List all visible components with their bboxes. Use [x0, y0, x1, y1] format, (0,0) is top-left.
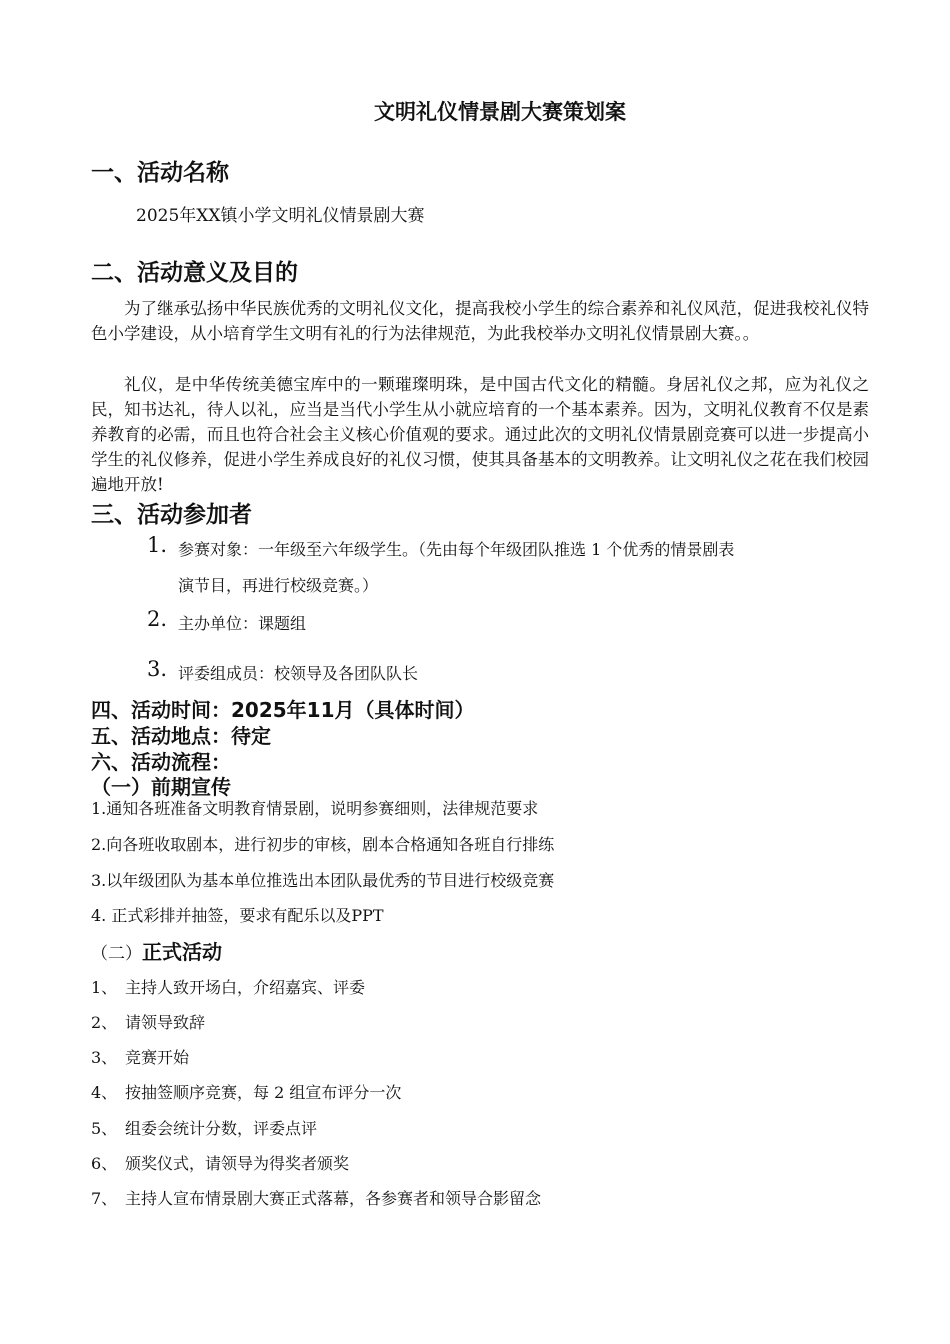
- publicity-step: 4. 正式彩排并抽签，要求有配乐以及PPT: [91, 906, 384, 925]
- formal-step-number: 6、: [91, 1154, 118, 1173]
- purpose-paragraph-2: 礼仪，是中华传统美德宝库中的一颗璀璨明珠，是中国古代文化的精髓。身居礼仪之邦，应为礼仪之民，知书达礼，待人以礼，应当是当代小学生从小就应培育的一个基本素养。因为，文明礼仪教育不仅是素养教育的必需，而且也符合社会主义核心价值观的要求。通过此次的文明礼仪情景剧竞赛可以进一步提高小学生的礼仪修养，促进小学生养成良好的礼仪习惯，使其具备基本的文明教养。让文明礼仪之花在我们校园遍地开放!: [91, 375, 869, 494]
- activity-name-text: 2025年XX镇小学文明礼仪情景剧大赛: [136, 206, 425, 226]
- participant-item-text: 参赛对象：一年级至六年级学生。（先由每个年级团队推选 1 个优秀的情景剧表: [178, 540, 735, 559]
- formal-step-number: 1、: [91, 978, 118, 997]
- subsection-heading-text: 正式活动: [142, 940, 222, 964]
- section-heading-process: 六、活动流程：: [91, 750, 231, 774]
- formal-step-number: 3、: [91, 1048, 118, 1067]
- subsection-heading-publicity: （一）前期宣传: [91, 775, 231, 799]
- formal-step-number: 5、: [91, 1119, 118, 1138]
- formal-step-text: 竞赛开始: [125, 1048, 190, 1067]
- participant-item-text: 主办单位：课题组: [178, 614, 307, 633]
- participant-item-text: 评委组成员：校领导及各团队队长: [178, 664, 419, 683]
- formal-step-text: 主持人致开场白，介绍嘉宾、评委: [125, 978, 366, 997]
- subsection-heading-formal: [91, 936, 222, 965]
- participant-item-number: 3.: [147, 657, 168, 681]
- publicity-step: 1.通知各班准备文明教育情景剧，说明参赛细则，法律规范要求: [91, 799, 539, 818]
- section-heading-location: 五、活动地点：待定: [91, 724, 271, 748]
- formal-step-number: 2、: [91, 1013, 118, 1032]
- participant-item-number: 2.: [147, 607, 168, 631]
- section-heading-time: 四、活动时间：2025年11月（具体时间）: [91, 698, 475, 722]
- formal-step-number: 7、: [91, 1189, 118, 1208]
- formal-step-text: 按抽签顺序竞赛，每 2 组宣布评分一次: [125, 1083, 402, 1102]
- formal-step-text: 颁奖仪式，请领导为得奖者颁奖: [125, 1154, 350, 1173]
- publicity-step: 3.以年级团队为基本单位推选出本团队最优秀的节目进行校级竞赛: [91, 871, 555, 890]
- subsection-heading-paren: （二）: [91, 944, 142, 964]
- formal-step-text: 请领导致辞: [125, 1013, 206, 1032]
- formal-step-text: 主持人宣布情景剧大赛正式落幕，各参赛者和领导合影留念: [125, 1189, 542, 1208]
- section-heading-purpose: 二、活动意义及目的: [91, 260, 298, 286]
- publicity-step: 2.向各班收取剧本，进行初步的审核，剧本合格通知各班自行排练: [91, 835, 555, 854]
- purpose-paragraph-1: 为了继承弘扬中华民族优秀的文明礼仪文化，提高我校小学生的综合素养和礼仪风范，促进我校礼仪特色小学建设，从小培育学生文明有礼的行为法律规范，为此我校举办文明礼仪情景剧大赛。。: [91, 299, 869, 343]
- section-heading-participants: 三、活动参加者: [91, 502, 252, 528]
- formal-step-text: 组委会统计分数，评委点评: [125, 1119, 318, 1138]
- section-heading-activity-name: 一、活动名称: [91, 160, 229, 186]
- participant-item-text-cont: 演节目，再进行校级竞赛。）: [178, 576, 379, 595]
- participant-item-number: 1.: [147, 533, 168, 557]
- formal-step-number: 4、: [91, 1083, 118, 1102]
- document-title: 文明礼仪情景剧大赛策划案: [374, 99, 626, 124]
